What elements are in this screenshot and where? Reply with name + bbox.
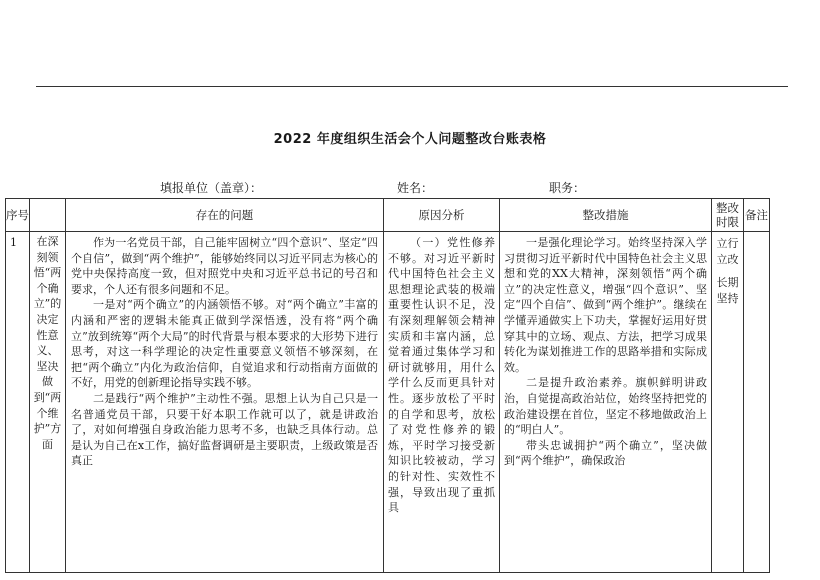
form-meta-row: [0, 179, 820, 195]
header-no: 序号: [6, 199, 30, 232]
measure-paragraph: 带头忠诚拥护“两个确立”，坚决做到“两个维护”，确保政治: [504, 438, 707, 468]
measure-paragraph: 一是强化理论学习。始终坚持深入学习贯彻习近平新时代中国特色社会主义思想和党的XX大精神，深刻领悟“两个确立”的决定性意义，增强“四个意识”、坚定“四个自信”、做到“两个维护”。继续在学懂弄通做实上下功夫，掌握好运用好贯穿其中的立场、观点、方法，把学习成果转化为谋划推进工作的思路举措和实际成效。: [504, 236, 707, 374]
header-cause: 原因分析: [384, 199, 500, 232]
row-topic: 在深刻领悟“两个确立”的决定性意义、坚决做到“两个维护”方面: [30, 232, 66, 573]
header-problem: 存在的问题: [66, 199, 384, 232]
rectification-ledger-table: [5, 198, 770, 573]
row-number: 1: [6, 232, 30, 573]
problem-paragraph: 作为一名党员干部，自己能牢固树立“四个意识”、坚定“四个自信”，做到“两个维护”，能够始终同以习近平同志为核心的党中央保持高度一致，但对照党中央和习近平总书记的号召和要求，个人还有很多问题和不足。: [71, 236, 378, 296]
measure-cell: [500, 232, 712, 573]
role-label: 职务：: [549, 181, 586, 195]
problem-paragraph: 二是践行“两个维护”主动性不强。思想上认为自己只是一名普通党员干部，只要干好本职工作就可以了，就是讲政治了，对如何增强自身政治能力思考不多，也缺乏具体行动。总是认为自己在x工作，搞好监督调研是主要职责，上级政策是否真正: [71, 391, 378, 468]
note-cell: [744, 232, 770, 573]
table-row: [6, 232, 770, 573]
problem-paragraph: 一是对“两个确立”的内涵领悟不够。对“两个确立”丰富的内涵和严密的逻辑未能真正做到学深悟透，没有将“两个确立”放到统筹“两个大局”的时代背景与根本要求的大形势下进行思考，对这一科学理论的决定性重要意义领悟不够深刻，在把“两个确立”内化为政治信仰，自觉追求和行动指南方面做的不好，用党的创新理论指导实践不够。: [71, 298, 378, 390]
document-title: 2022 年度组织生活会个人问题整改台账表格: [273, 132, 547, 147]
cause-paragraph: （一）党性修养不够。对习近平新时代中国特色社会主义思想理论武装的极端重要性认识不足，没有深刻理解领会精神实质和丰富内涵，总觉着通过集体学习和研讨就够用，用什么学什么反而更具针对性。逐步放松了平时的自学和思考，放松了对党性修养的锻炼，平时学习接受新知识比较被动，学习的针对性、实效性不强，导致出现了重抓具: [388, 236, 495, 515]
table-header-row: [6, 199, 770, 232]
header-deadline: 整改时限: [712, 199, 744, 232]
deadline-cell: [712, 232, 744, 573]
name-label: 姓名：: [397, 181, 434, 195]
header-measure: 整改措施: [500, 199, 712, 232]
deadline-item: 长期坚持: [716, 276, 739, 305]
unit-label: 填报单位（盖章）：: [160, 181, 263, 195]
measure-paragraph: 二是提升政治素养。旗帜鲜明讲政治，自觉提高政治站位，始终坚持把党的政治建设摆在首位，坚定不移地做政治上的“明白人”。: [504, 376, 707, 437]
top-rule: [36, 86, 788, 87]
problem-cell: [66, 232, 384, 573]
deadline-item: 立行立改: [716, 237, 739, 266]
header-note: 备注: [744, 199, 770, 232]
cause-cell: [384, 232, 500, 573]
header-topic: [30, 199, 66, 232]
